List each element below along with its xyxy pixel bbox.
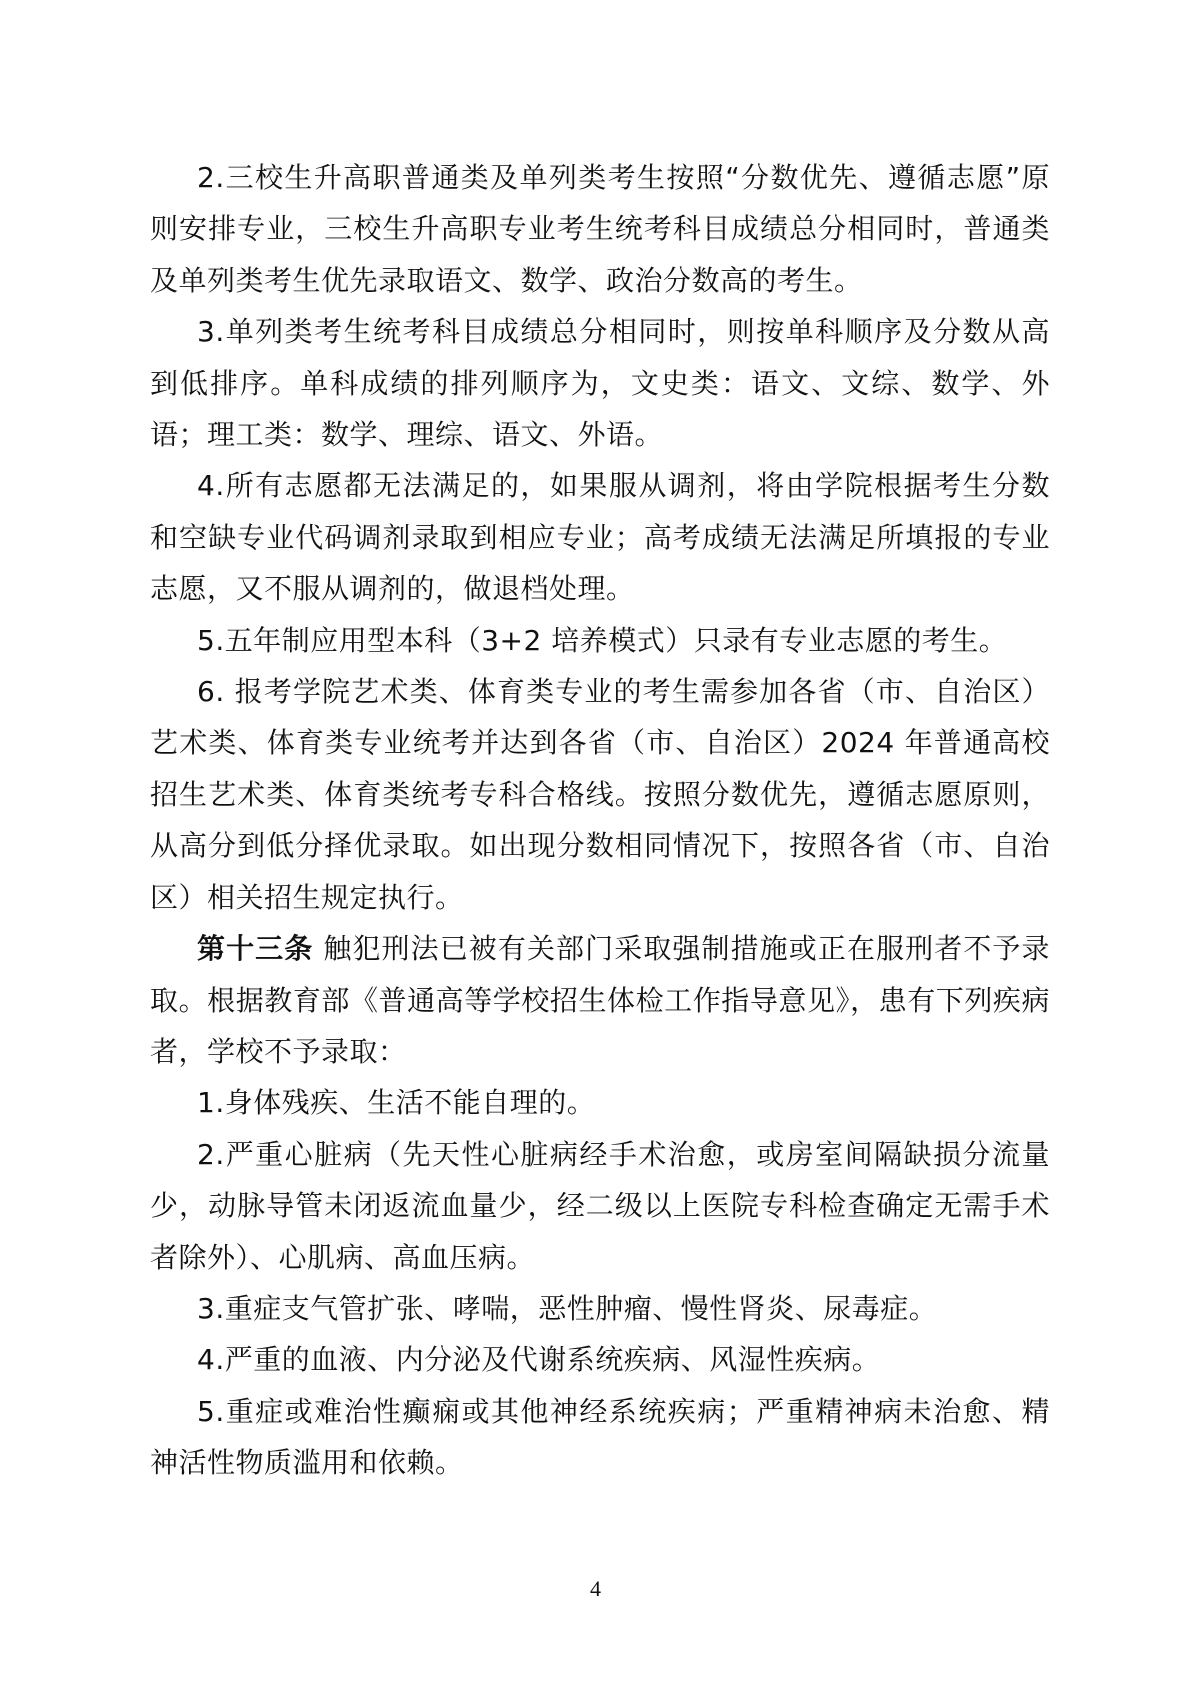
paragraph-item-4: 4.所有志愿都无法满足的，如果服从调剂，将由学院根据考生分数和空缺专业代码调剂录取到相应专业；高考成绩无法满足所填报的专业志愿，又不服从调剂的，做退档处理。 — [150, 469, 1050, 606]
paragraph-item-6: 6. 报考学院艺术类、体育类专业的考生需参加各省（市、自治区）艺术类、体育类专业统考并达到各省（市、自治区）2024 年普通高校招生艺术类、体育类统考专科合格线。按照分数优先，遵循志愿原则，从高分到低分择优录取。如出现分数相同情况下，按照各省（市、自治区）相关招生规定执行。 — [150, 675, 1050, 914]
article-13-heading: 第十三条 — [197, 932, 314, 966]
article-13-text: 触犯刑法已被有关部门采取强制措施或正在服刑者不予录取。根据教育部《普通高等学校招生体检工作指导意见》，患有下列疾病者，学校不予录取： — [150, 932, 1050, 1068]
page-number: 4 — [590, 1576, 601, 1601]
paragraph-item-3: 3.单列类考生统考科目成绩总分相同时，则按单科顺序及分数从高到低排序。单科成绩的排列顺序为，文史类：语文、文综、数学、外语；理工类：数学、理综、语文、外语。 — [150, 315, 1050, 452]
condition-item-4: 4.严重的血液、内分泌及代谢系统疾病、风湿性疾病。 — [197, 1343, 881, 1377]
paragraph-item-2: 2.三校生升高职普通类及单列类考生按照“分数优先、遵循志愿”原则安排专业，三校生升高职专业考生统考科目成绩总分相同时，普通类及单列类考生优先录取语文、数学、政治分数高的考生。 — [150, 161, 1050, 297]
condition-item-5: 5.重症或难治性癫痫或其他神经系统疾病；严重精神病未治愈、精神活性物质滥用和依赖。 — [150, 1394, 1050, 1480]
condition-item-3: 3.重症支气管扩张、哮喘，恶性肿瘤、慢性肾炎、尿毒症。 — [197, 1291, 938, 1325]
document-body — [150, 152, 1050, 1489]
article-13-paragraph — [150, 923, 1050, 1077]
paragraph-item-5: 5.五年制应用型本科（3+2 培养模式）只录有专业志愿的考生。 — [197, 623, 1008, 657]
condition-item-2: 2.严重心脏病（先天性心脏病经手术治愈，或房室间隔缺损分流量少，动脉导管未闭返流血量少，经二级以上医院专科检查确定无需手术者除外）、心肌病、高血压病。 — [150, 1137, 1050, 1274]
condition-item-1: 1.身体残疾、生活不能自理的。 — [197, 1086, 596, 1120]
